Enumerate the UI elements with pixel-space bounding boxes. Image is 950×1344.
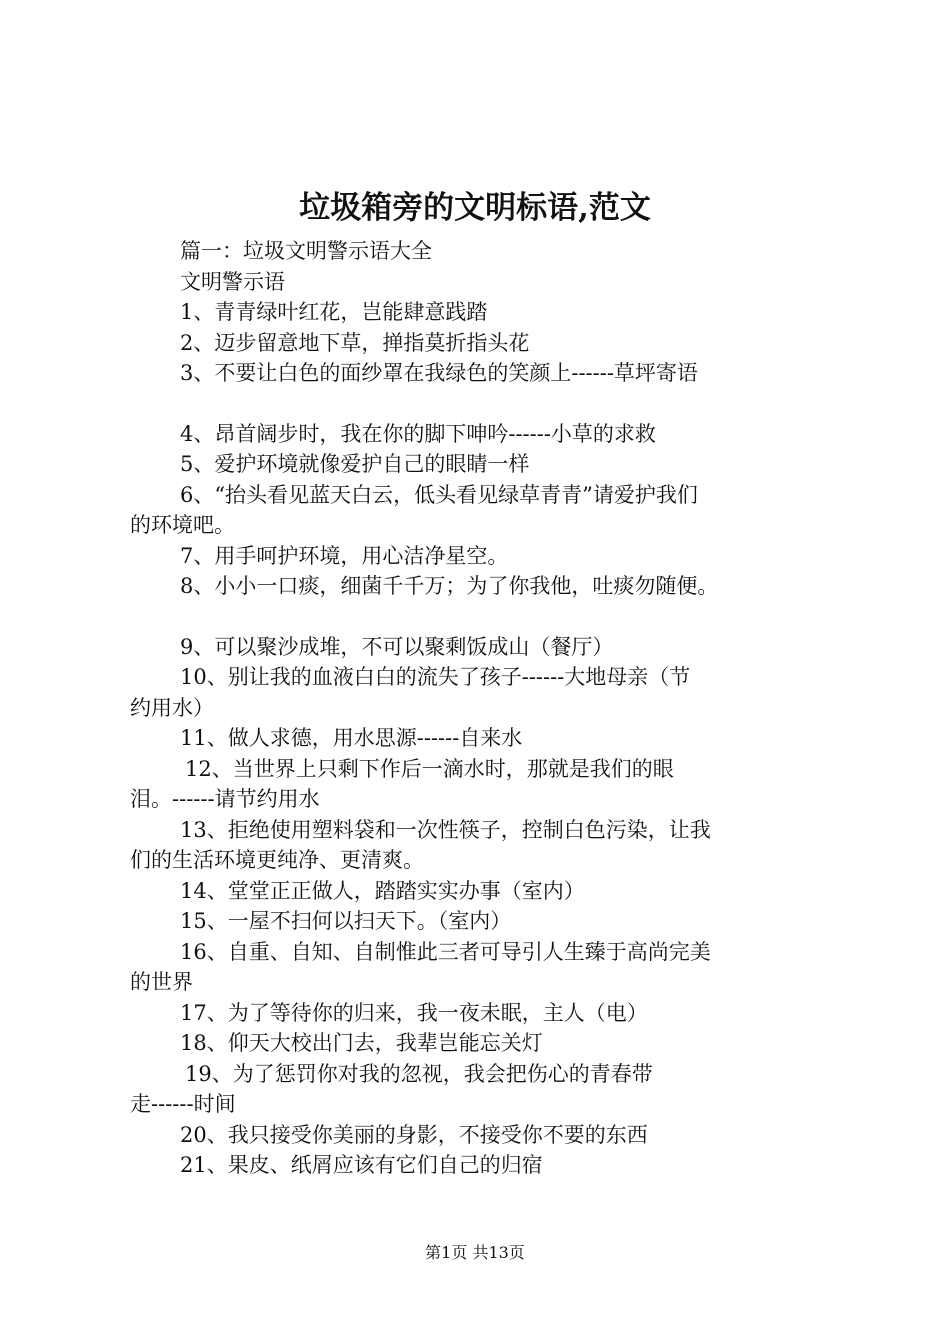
- section-heading: 篇一：垃圾文明警示语大全: [180, 239, 432, 263]
- list-item: 1、青青绿叶红花，岂能肆意践踏: [180, 300, 488, 324]
- document-body: [130, 236, 830, 1181]
- list-item: 10、别让我的血液白白的流失了孩子------大地母亲（节: [180, 665, 691, 689]
- list-item: 17、为了等待你的归来，我一夜未眠，主人（电）: [180, 1000, 648, 1025]
- list-item: 4、昂首阔步时，我在你的脚下呻吟------小草的求救: [180, 421, 656, 446]
- list-item: 16、自重、自知、自制惟此三者可导引人生臻于高尚完美: [180, 939, 711, 964]
- list-item: 2、迈步留意地下草，掸指莫折指头花: [180, 330, 530, 355]
- blank-line: [130, 389, 830, 419]
- document-title: 垃圾箱旁的文明标语,范文: [299, 190, 651, 226]
- list-item: 3、不要让白色的面纱罩在我绿色的笑颜上------草坪寄语: [180, 361, 698, 385]
- blank-line: [130, 602, 830, 632]
- list-item: 7、用手呵护环境，用心洁净星空。: [180, 543, 509, 568]
- list-item: 15、一屋不扫何以扫天下。（室内）: [180, 909, 512, 933]
- list-item-continuation: 约用水）: [130, 695, 214, 720]
- list-item-continuation: 泪。------请节约用水: [130, 787, 320, 811]
- list-item: 12、当世界上只剩下作后一滴水时，那就是我们的眼: [185, 756, 674, 781]
- list-item: 13、拒绝使用塑料袋和一次性筷子，控制白色污染，让我: [180, 817, 711, 842]
- list-item-continuation: 们的生活环境更纯净、更清爽。: [130, 848, 424, 872]
- list-item: 5、爱护环境就像爱护自己的眼睛一样: [180, 452, 530, 476]
- list-item: 11、做人求德，用水思源------自来水: [180, 726, 523, 750]
- subheading: 文明警示语: [180, 269, 285, 294]
- page-number-footer: 第1页 共13页: [425, 1243, 525, 1262]
- list-item: 18、仰天大校出门去，我辈岂能忘关灯: [180, 1031, 543, 1055]
- list-item: 6、“抬头看见蓝天白云，低头看见绿草青青”请爱护我们: [180, 482, 698, 507]
- list-item: 9、可以聚沙成堆，不可以聚剩饭成山（餐厅）: [180, 634, 614, 659]
- list-item: 20、我只接受你美丽的身影，不接受你不要的东西: [180, 1122, 648, 1147]
- list-item-continuation: 走------时间: [130, 1092, 236, 1116]
- list-item-continuation: 的世界: [130, 970, 193, 994]
- list-item: 21、果皮、纸屑应该有它们自己的归宿: [180, 1153, 543, 1177]
- list-item: 19、为了惩罚你对我的忽视，我会把伤心的青春带: [185, 1061, 653, 1086]
- list-item: 8、小小一口痰，细菌千千万；为了你我他，吐痰勿随便。: [180, 574, 719, 598]
- list-item: 14、堂堂正正做人，踏踏实实办事（室内）: [180, 878, 585, 903]
- list-item-continuation: 的环境吧。: [130, 513, 235, 537]
